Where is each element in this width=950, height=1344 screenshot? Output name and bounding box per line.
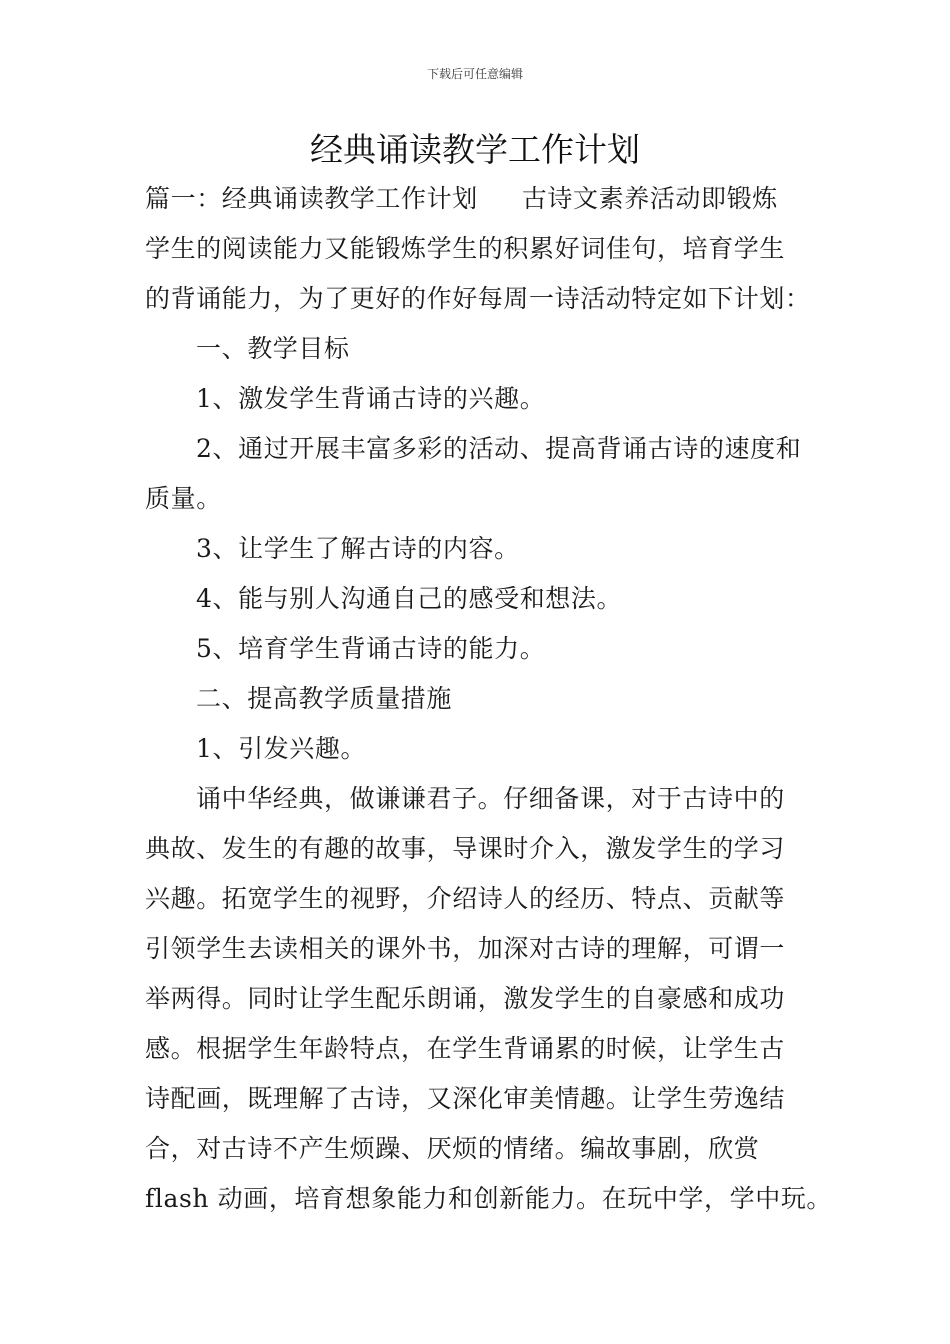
section-heading: 篇一：经典诵读教学工作计划 <box>145 184 478 213</box>
paragraph-line: 感。根据学生年龄特点，在学生背诵累的时候，让学生古 <box>145 1034 786 1063</box>
paragraph-line: 举两得。同时让学生配乐朗诵，激发学生的自豪感和成功 <box>145 984 786 1013</box>
paragraph-line: 诗配画，既理解了古诗，又深化审美情趣。让学生劳逸结 <box>145 1084 786 1113</box>
paragraph-line: 引领学生去读相关的课外书，加深对古诗的理解，可谓一 <box>145 934 786 963</box>
paragraph-line: 典故、发生的有趣的故事，导课时介入，激发学生的学习 <box>145 834 786 863</box>
paragraph-line: 兴趣。拓宽学生的视野，介绍诗人的经历、特点、贡献等 <box>145 884 786 913</box>
list-item: 4、能与别人沟通自己的感受和想法。 <box>196 584 623 613</box>
list-item: 1、引发兴趣。 <box>196 734 367 763</box>
intro-text: 古诗文素养活动即锻炼 <box>521 184 778 213</box>
list-item: 5、培育学生背诵古诗的能力。 <box>196 634 546 663</box>
paragraph-line: 的背诵能力，为了更好的作好每周一诗活动特定如下计划： <box>145 284 811 313</box>
paragraph-line: 合，对古诗不产生烦躁、厌烦的情绪。编故事剧，欣赏 <box>145 1134 760 1163</box>
document-title: 经典诵读教学工作计划 <box>310 130 640 169</box>
section-heading-measures: 二、提高教学质量措施 <box>196 684 453 713</box>
list-item: 3、让学生了解古诗的内容。 <box>196 534 520 563</box>
list-item: 1、激发学生背诵古诗的兴趣。 <box>196 384 546 413</box>
list-item: 2、通过开展丰富多彩的活动、提高背诵古诗的速度和 <box>196 434 802 463</box>
paragraph-line: flash 动画，培育想象能力和创新能力。在玩中学，学中玩。 <box>145 1184 833 1213</box>
paragraph-line: 诵中华经典，做谦谦君子。仔细备课，对于古诗中的 <box>196 784 785 813</box>
paragraph-line <box>145 174 805 224</box>
section-heading-goals: 一、教学目标 <box>196 334 350 363</box>
header-note: 下载后可任意编辑 <box>426 67 523 81</box>
paragraph-line: 学生的阅读能力又能锻炼学生的积累好词佳句，培育学生 <box>145 234 786 263</box>
paragraph-line: 质量。 <box>145 484 222 513</box>
document-body <box>145 174 833 1224</box>
